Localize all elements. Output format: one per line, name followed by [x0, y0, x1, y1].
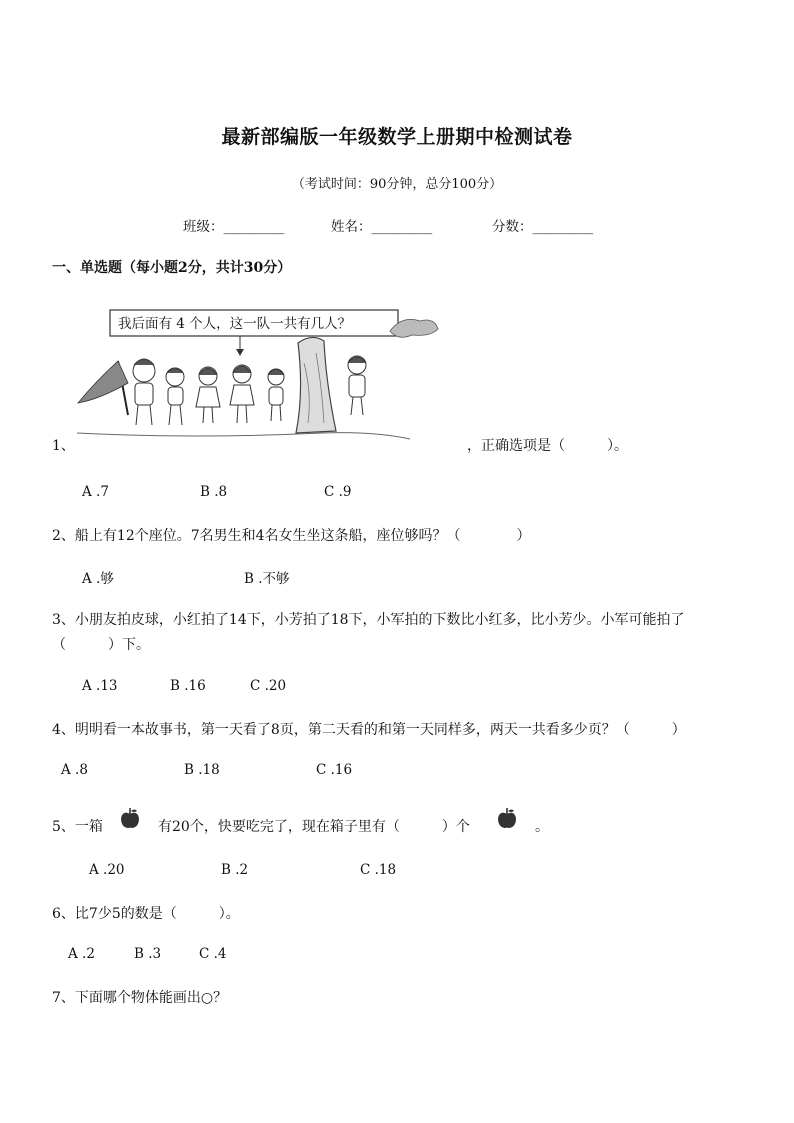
q4-option-b[interactable]: B .18	[184, 762, 220, 778]
question-3-line2: （ ）下。	[52, 637, 150, 653]
question-1-text: ，正确选项是（ ）。	[467, 438, 628, 454]
queue-illustration-svg	[72, 303, 442, 443]
queue-illustration	[72, 303, 442, 443]
q5-option-a[interactable]: A .20	[89, 862, 125, 878]
question-6-text: 6、比7少5的数是（ ）。	[52, 906, 240, 922]
name-field[interactable]: 姓名：_________	[331, 219, 433, 235]
q1-option-c[interactable]: C .9	[324, 484, 352, 500]
exam-subtitle: （考试时间：90分钟，总分100分）	[291, 177, 503, 192]
q2-option-b[interactable]: B .不够	[244, 571, 290, 587]
class-field[interactable]: 班级：_________	[183, 219, 285, 235]
apple-icon	[496, 806, 518, 830]
question-5-part2: 有20个，快要吃完了，现在箱子里有（ ）个	[158, 819, 470, 835]
question-3-line1: 3、小朋友拍皮球，小红拍了14下，小芳拍了18下，小军拍的下数比小红多，比小芳少。小军可能拍了	[52, 612, 685, 628]
question-2-text: 2、船上有12个座位。7名男生和4名女生坐这条船，座位够吗？（ ）	[52, 528, 531, 544]
q5-option-b[interactable]: B .2	[221, 862, 249, 878]
q6-option-c[interactable]: C .4	[199, 946, 227, 962]
score-field[interactable]: 分数：_________	[492, 219, 594, 235]
q3-option-c[interactable]: C .20	[250, 678, 287, 694]
q5-option-c[interactable]: C .18	[360, 862, 397, 878]
speech-text: 我后面有 4 个人，这一队一共有几人？	[118, 316, 352, 332]
apple-icon	[119, 806, 141, 830]
section-heading: 一、单选题（每小题2分，共计30分）	[52, 260, 292, 276]
q1-option-b[interactable]: B .8	[200, 484, 228, 500]
q2-option-a[interactable]: A .够	[82, 571, 114, 587]
q6-option-a[interactable]: A .2	[68, 946, 95, 962]
question-4-text: 4、明明看一本故事书，第一天看了8页，第二天看的和第一天同样多，两天一共看多少页？（ ）	[52, 722, 686, 738]
q4-option-a[interactable]: A .8	[61, 762, 88, 778]
question-5-part1: 5、一箱	[52, 819, 103, 835]
q4-option-c[interactable]: C .16	[316, 762, 353, 778]
q1-option-a[interactable]: A .7	[82, 484, 109, 500]
question-5-part3: 。	[535, 819, 549, 835]
q6-option-b[interactable]: B .3	[134, 946, 162, 962]
page-title: 最新部编版一年级数学上册期中检测试卷	[221, 126, 573, 148]
q3-option-a[interactable]: A .13	[82, 678, 118, 694]
question-7-text: 7、下面哪个物体能画出○？	[52, 990, 228, 1006]
question-1-number: 1、	[52, 438, 75, 454]
q3-option-b[interactable]: B .16	[170, 678, 206, 694]
